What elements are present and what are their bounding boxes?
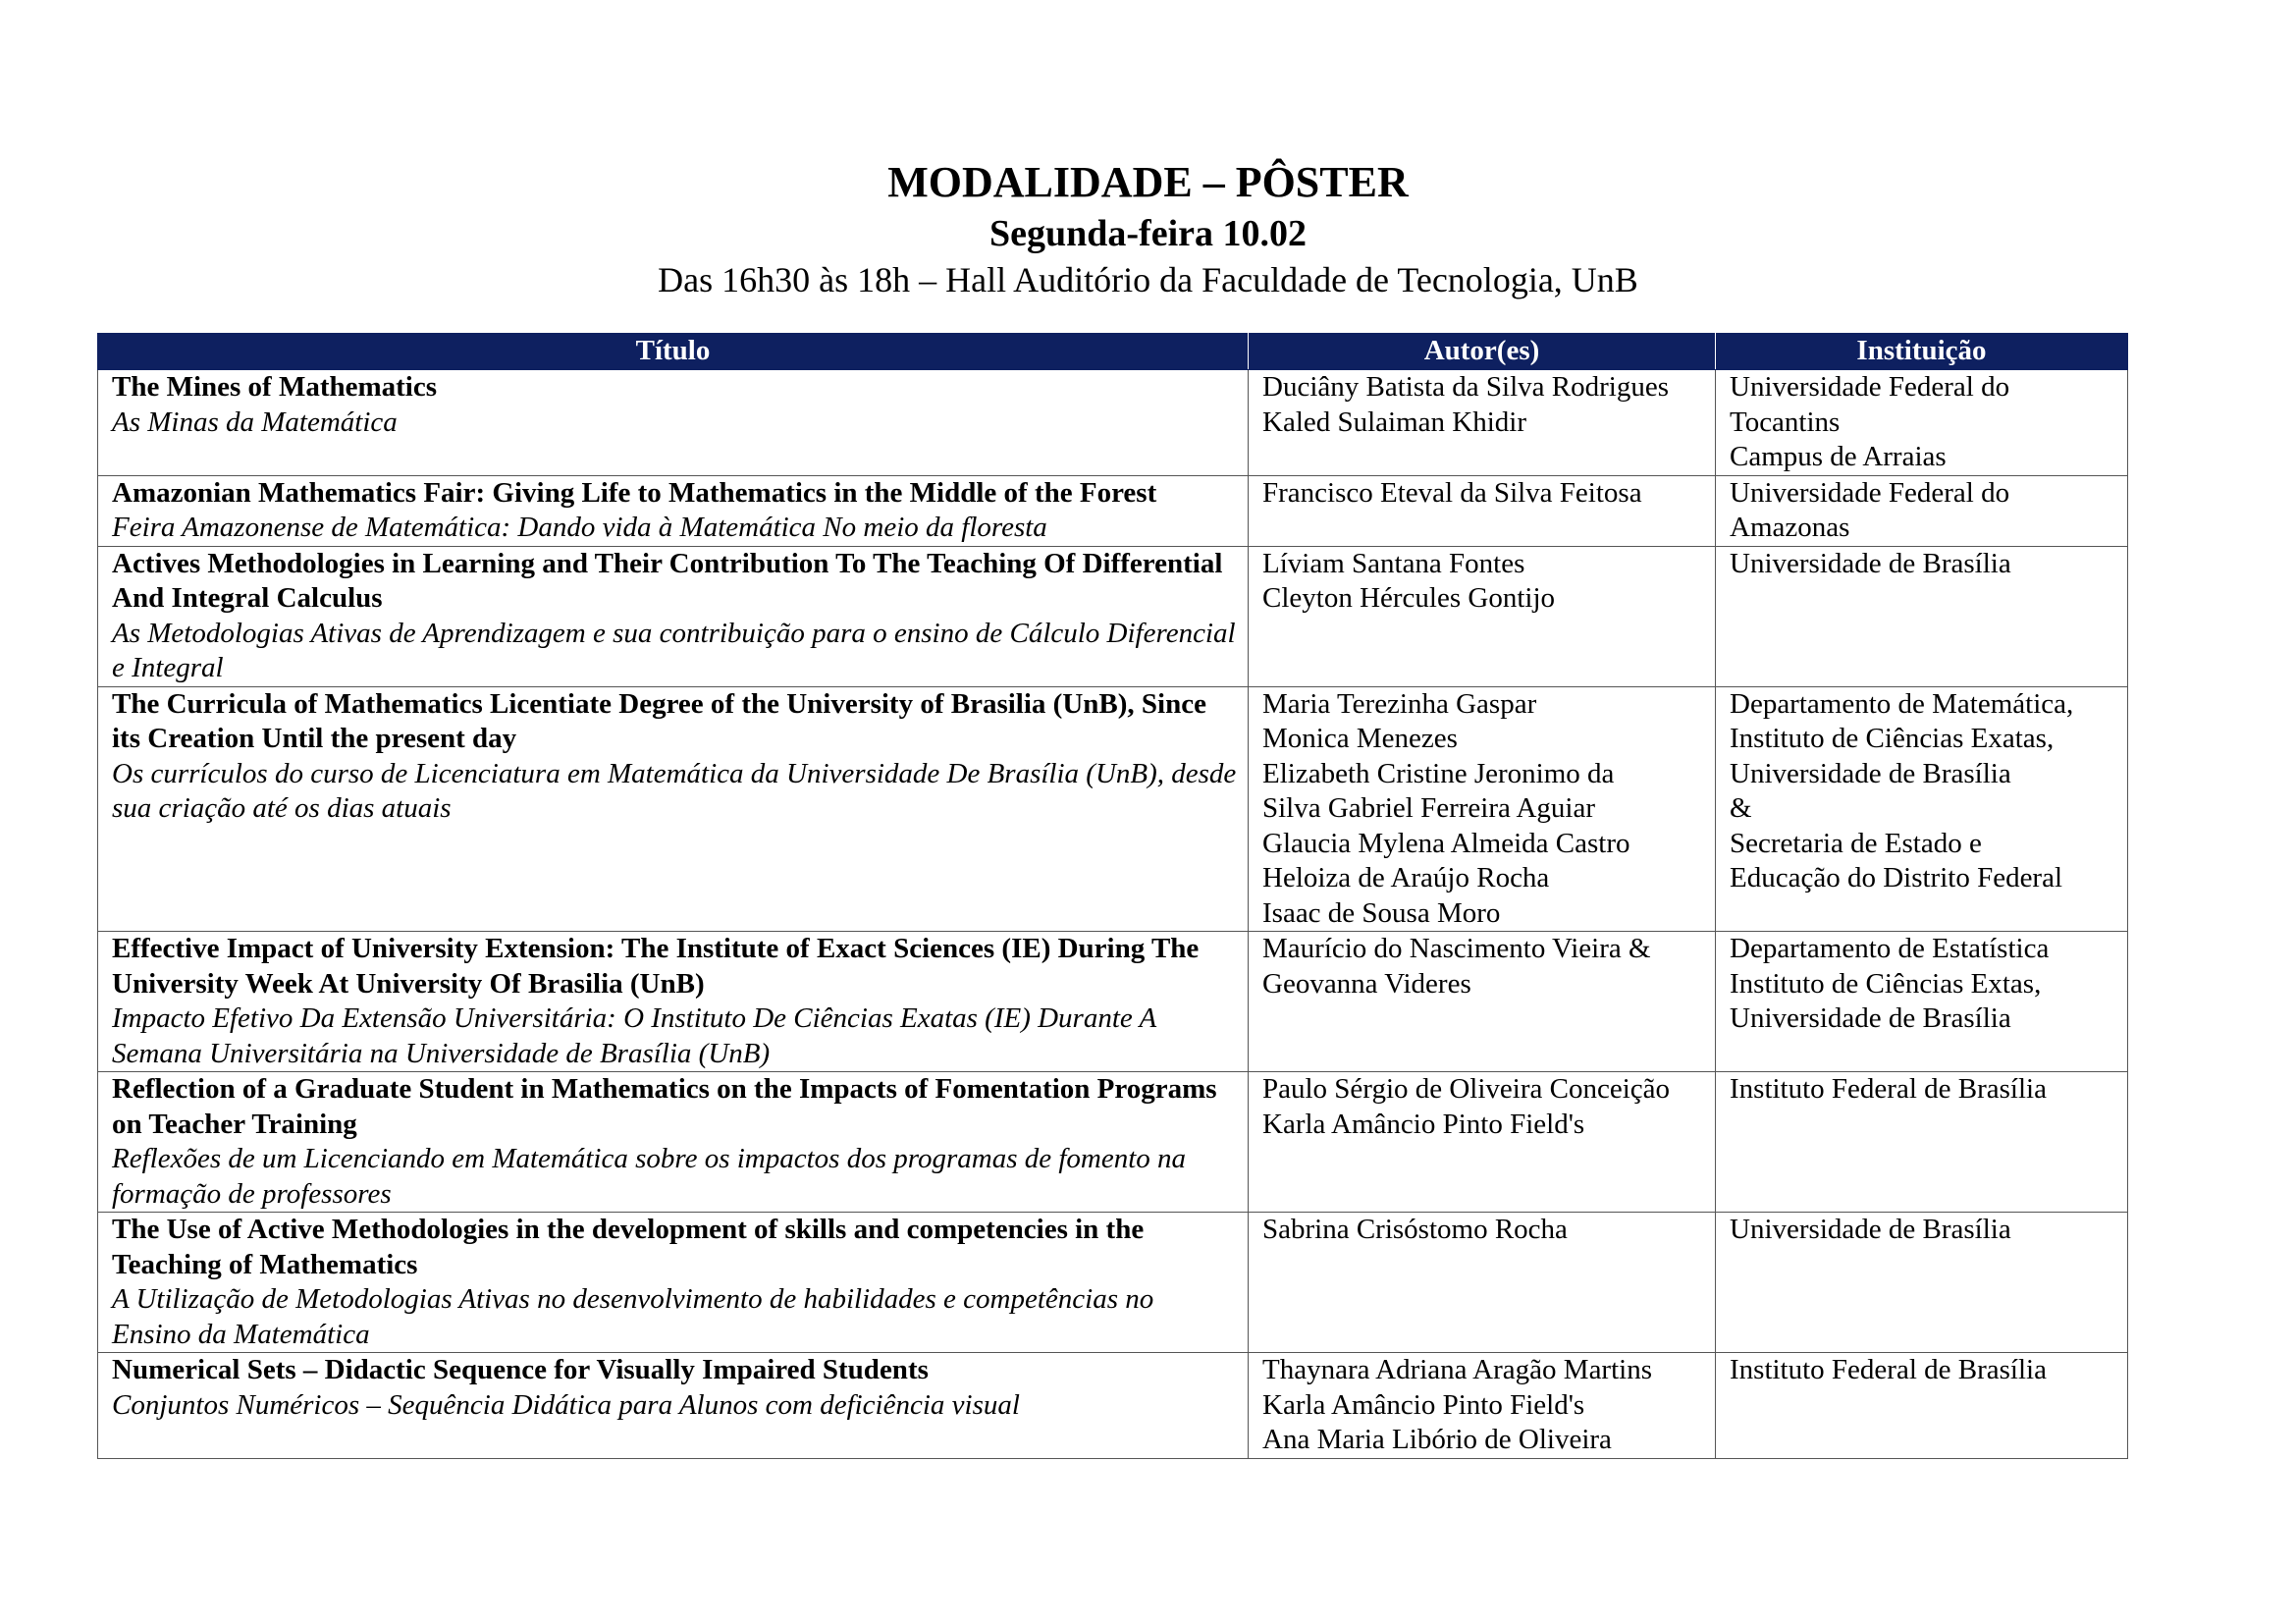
document-title: MODALIDADE – PÔSTER [887,158,1409,206]
author-name: Francisco Eteval da Silva Feitosa [1262,476,1642,509]
institution-line: Instituto de Ciências Exatas, [1730,723,2055,754]
column-header-authors: Autor(es) [1249,334,1716,370]
cell-title [98,932,1249,1072]
cell-institution [1716,1072,2128,1213]
cell-authors [1249,1353,1716,1459]
author-name: Geovanna Videres [1262,967,1471,1000]
author-name: Maurício do Nascimento Vieira & [1262,933,1651,964]
document-header [0,155,2296,302]
title-english: The Use of Active Methodologies in the development of skills and competencies in the Teaching of Mathematics [112,1214,1145,1280]
title-english: Amazonian Mathematics Fair: Giving Life to Mathematics in the Middle of the Forest [112,476,1157,509]
cell-title [98,1353,1249,1459]
author-name: Paulo Sérgio de Oliveira Conceição [1262,1073,1671,1105]
title-portuguese: Reflexões de um Licenciando em Matemática sobre os impactos dos programas de fomento na formação de professores [112,1143,1187,1210]
title-portuguese: Impacto Efetivo Da Extensão Universitária: O Instituto De Ciências Exatas (IE) Durante A Semana Universitária na Universidade de Brasília (UnB) [112,1002,1156,1069]
title-english: Numerical Sets – Didactic Sequence for Visually Impaired Students [112,1354,929,1385]
author-name: Kaled Sulaiman Khidir [1262,406,1527,438]
author-name: Monica Menezes [1262,723,1458,754]
author-name: Isaac de Sousa Moro [1262,896,1501,929]
column-header-institution: Instituição [1716,334,2128,370]
author-name: Ana Maria Libório de Oliveira [1262,1424,1612,1455]
table-row [98,1353,2128,1459]
institution-line: Universidade de Brasília [1730,547,2011,579]
table-row [98,475,2128,546]
column-header-title: Título [98,334,1249,370]
institution-line: Secretaria de Estado e [1730,827,1982,859]
title-portuguese: Conjuntos Numéricos – Sequência Didática para Alunos com deficiência visual [112,1388,1020,1421]
cell-authors [1249,546,1716,686]
cell-institution [1716,1353,2128,1459]
title-portuguese: As Minas da Matemática [112,406,398,438]
table-row [98,546,2128,686]
institution-line: Tocantins [1730,406,1841,438]
cell-institution [1716,1213,2128,1353]
author-name: Líviam Santana Fontes [1262,547,1525,579]
title-english: Reflection of a Graduate Student in Mathematics on the Impacts of Fomentation Programs on Teacher Training [112,1073,1217,1140]
author-name: Elizabeth Cristine Jeronimo da [1262,757,1615,789]
session-time-location: Das 16h30 às 18h – Hall Auditório da Faculdade de Tecnologia, UnB [658,260,1638,299]
institution-line: Departamento de Matemática, [1730,687,2074,720]
institution-line: & [1730,792,1752,824]
title-portuguese: Os currículos do curso de Licenciatura em Matemática da Universidade De Brasília (UnB), desde sua criação até os dias atuais [112,757,1237,824]
institution-line: Educação do Distrito Federal [1730,862,2063,893]
institution-line: Amazonas [1730,512,1850,543]
cell-title [98,1072,1249,1213]
cell-institution [1716,686,2128,932]
institution-line: Universidade Federal do [1730,371,2010,403]
author-name: Karla Amâncio Pinto Field's [1262,1108,1585,1140]
institution-line: Departamento de Estatística [1730,933,2050,964]
cell-title [98,546,1249,686]
cell-authors [1249,475,1716,546]
cell-authors [1249,1072,1716,1213]
table-row [98,686,2128,932]
table-row [98,1213,2128,1353]
table-row [98,1072,2128,1213]
cell-title [98,1213,1249,1353]
table-header-row [98,334,2128,370]
title-english: The Curricula of Mathematics Licentiate Degree of the University of Brasilia (UnB), Since its Creation Until the present day [112,687,1206,754]
author-name: Silva Gabriel Ferreira Aguiar [1262,792,1596,824]
title-english: The Mines of Mathematics [112,371,438,403]
institution-line: Instituto Federal de Brasília [1730,1073,2047,1105]
cell-authors [1249,1213,1716,1353]
table-row [98,932,2128,1072]
title-portuguese: As Metodologias Ativas de Aprendizagem e sua contribuição para o ensino de Cálculo Diferencial e Integral [112,617,1236,683]
title-portuguese: Feira Amazonense de Matemática: Dando vida à Matemática No meio da floresta [112,512,1047,543]
cell-authors [1249,686,1716,932]
title-english: Actives Methodologies in Learning and Their Contribution To The Teaching Of Differential And Integral Calculus [112,547,1223,614]
author-name: Duciâny Batista da Silva Rodrigues [1262,371,1669,403]
cell-authors [1249,370,1716,476]
institution-line: Campus de Arraias [1730,441,1947,472]
poster-schedule-table [97,333,2128,1459]
institution-line: Universidade Federal do [1730,476,2010,509]
session-date: Segunda-feira 10.02 [989,213,1307,254]
author-name: Karla Amâncio Pinto Field's [1262,1388,1585,1421]
cell-title [98,370,1249,476]
institution-line: Instituto Federal de Brasília [1730,1354,2047,1385]
institution-line: Universidade de Brasília [1730,1214,2011,1245]
author-name: Heloiza de Araújo Rocha [1262,862,1550,893]
institution-line: Instituto de Ciências Extas, [1730,967,2042,1000]
author-name: Sabrina Crisóstomo Rocha [1262,1214,1568,1245]
cell-institution [1716,932,2128,1072]
table-row [98,370,2128,476]
author-name: Cleyton Hércules Gontijo [1262,582,1556,614]
institution-line: Universidade de Brasília [1730,757,2011,789]
author-name: Glaucia Mylena Almeida Castro [1262,827,1630,859]
title-english: Effective Impact of University Extension: The Institute of Exact Sciences (IE) During The University Week At University Of Brasilia (UnB) [112,933,1200,1000]
author-name: Thaynara Adriana Aragão Martins [1262,1354,1652,1385]
cell-institution [1716,475,2128,546]
cell-institution [1716,370,2128,476]
title-portuguese: A Utilização de Metodologias Ativas no desenvolvimento de habilidades e competências no Ensino da Matemática [112,1283,1154,1350]
table-body [98,370,2128,1459]
cell-title [98,686,1249,932]
cell-title [98,475,1249,546]
cell-authors [1249,932,1716,1072]
institution-line: Universidade de Brasília [1730,1002,2011,1034]
author-name: Maria Terezinha Gaspar [1262,687,1537,720]
cell-institution [1716,546,2128,686]
